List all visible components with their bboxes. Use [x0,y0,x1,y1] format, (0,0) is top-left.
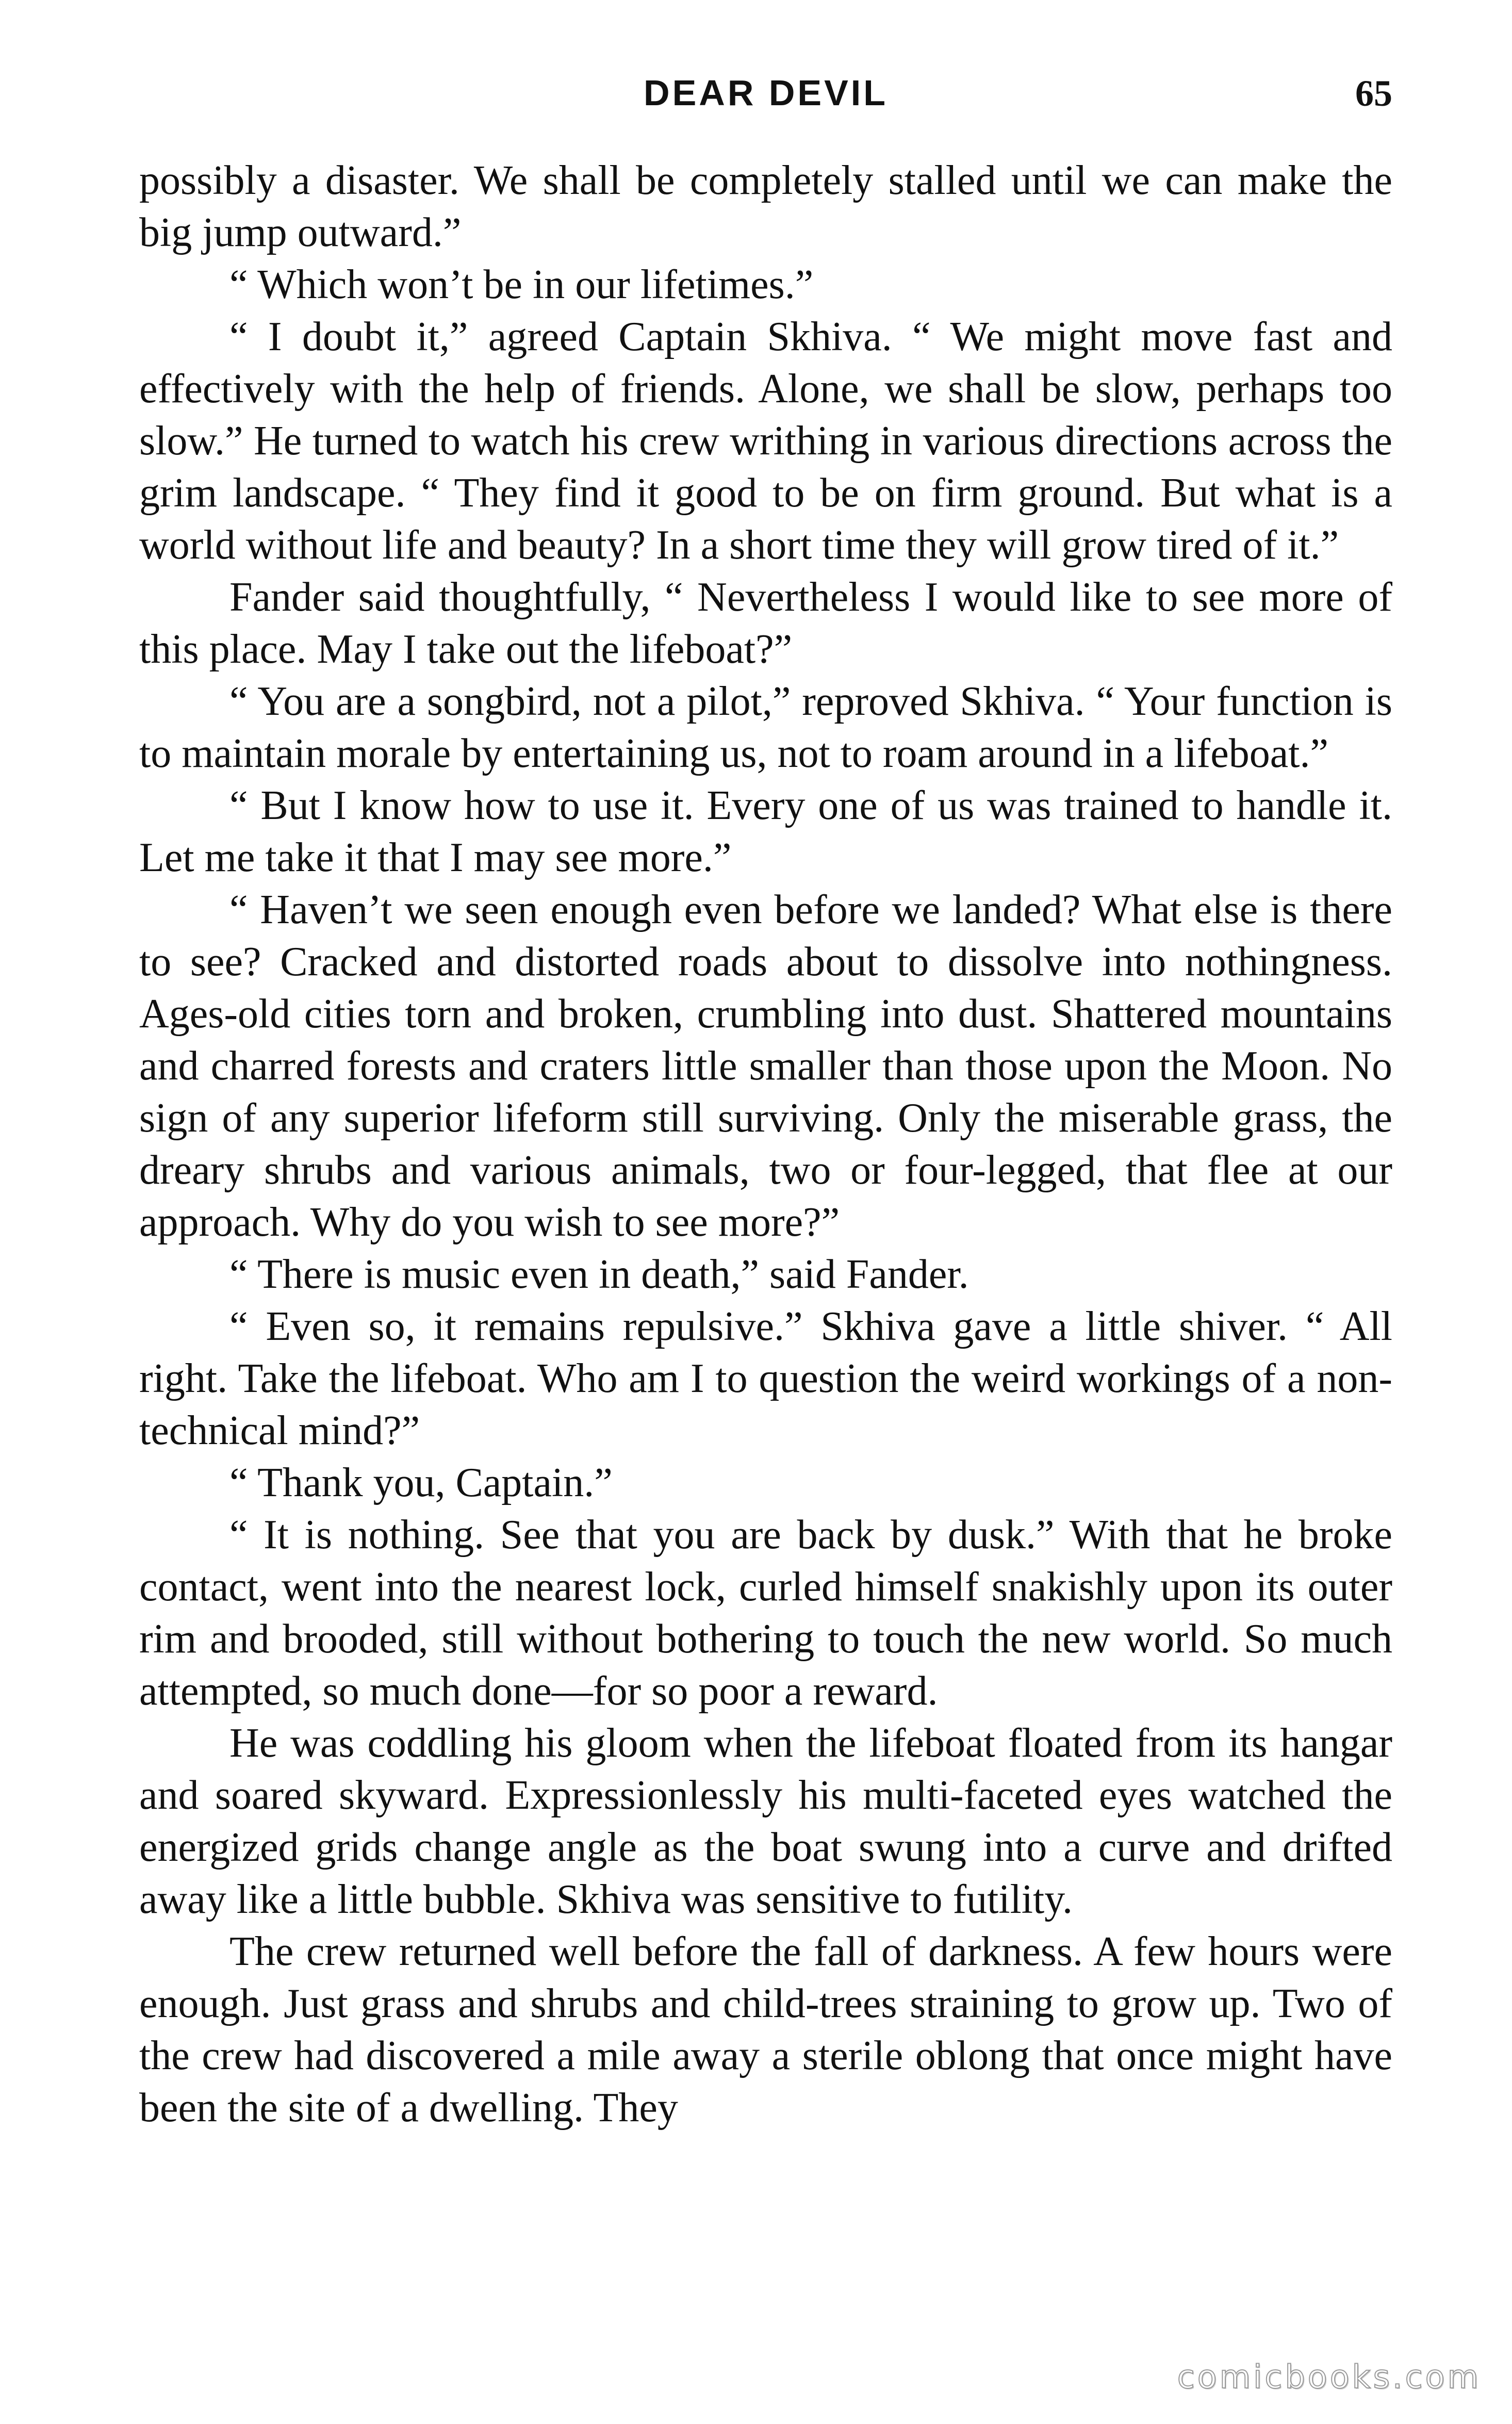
paragraph: “ Thank you, Captain.” [229,1460,613,1505]
paragraph: Fander said thoughtfully, “ Nevertheless I would like to see more of this place. May I take out the lifeboat?” [139,575,1392,672]
running-head [139,67,1392,124]
paragraph: “ Even so, it remains repulsive.” Skhiva gave a little shiver. “ All right. Take the lifeboat. Who am I to question the weird workings of a non-technical mind?” [139,1304,1392,1453]
paragraph: “ There is music even in death,” said Fander. [229,1252,969,1297]
running-title: DEAR DEVIL [644,73,888,113]
page-number: 65 [1355,73,1392,114]
paragraph: “ But I know how to use it. Every one of us was trained to handle it. Let me take it that I may see more.” [139,783,1392,880]
paragraph: “ I doubt it,” agreed Captain Skhiva. “ We might move fast and effectively with the help of friends. Alone, we shall be slow, perhaps too slow.” He turned to watch his crew writhing in various directions across the grim landscape. “ They find it good to be on firm ground. But what is a world without life and beauty? In a short time they will grow tired of it.” [139,314,1392,568]
text-body [139,155,1392,2134]
paragraph: “ You are a songbird, not a pilot,” reproved Skhiva. “ Your function is to maintain morale by entertaining us, not to roam around in a lifeboat.” [139,679,1392,776]
paragraph: possibly a disaster. We shall be completely stalled until we can make the big jump outward.” [139,158,1392,255]
paragraph: He was coddling his gloom when the lifeboat floated from its hangar and soared skyward. Expressionlessly his multi-faceted eyes watched the energized grids change angle as the boat swung into a curve and drifted away like a little bubble. Skhiva was sensitive to futility. [139,1721,1392,1922]
paragraph: “ Haven’t we seen enough even before we landed? What else is there to see? Cracked and distorted roads about to dissolve into nothingness. Ages-old cities torn and broken, crumbling into dust. Shattered mountains and charred forests and craters little smaller than those upon the Moon. No sign of any superior lifeform still surviving. Only the miserable grass, the dreary shrubs and various animals, two or four-legged, that flee at our approach. Why do you wish to see more?” [139,887,1392,1245]
watermark: comicbooks.com [1177,2358,1481,2396]
paragraph: “ Which won’t be in our lifetimes.” [229,262,814,307]
paragraph: The crew returned well before the fall of darkness. A few hours were enough. Just grass and shrubs and child-trees straining to grow up. Two of the crew had discovered a mile away a sterile oblong that once might have been the site of a dwelling. They [139,1929,1392,2131]
paragraph: “ It is nothing. See that you are back by dusk.” With that he broke contact, went into the nearest lock, curled himself snakishly upon its outer rim and brooded, still without bothering to touch the new world. So much attempted, so much done—for so poor a reward. [139,1512,1392,1714]
